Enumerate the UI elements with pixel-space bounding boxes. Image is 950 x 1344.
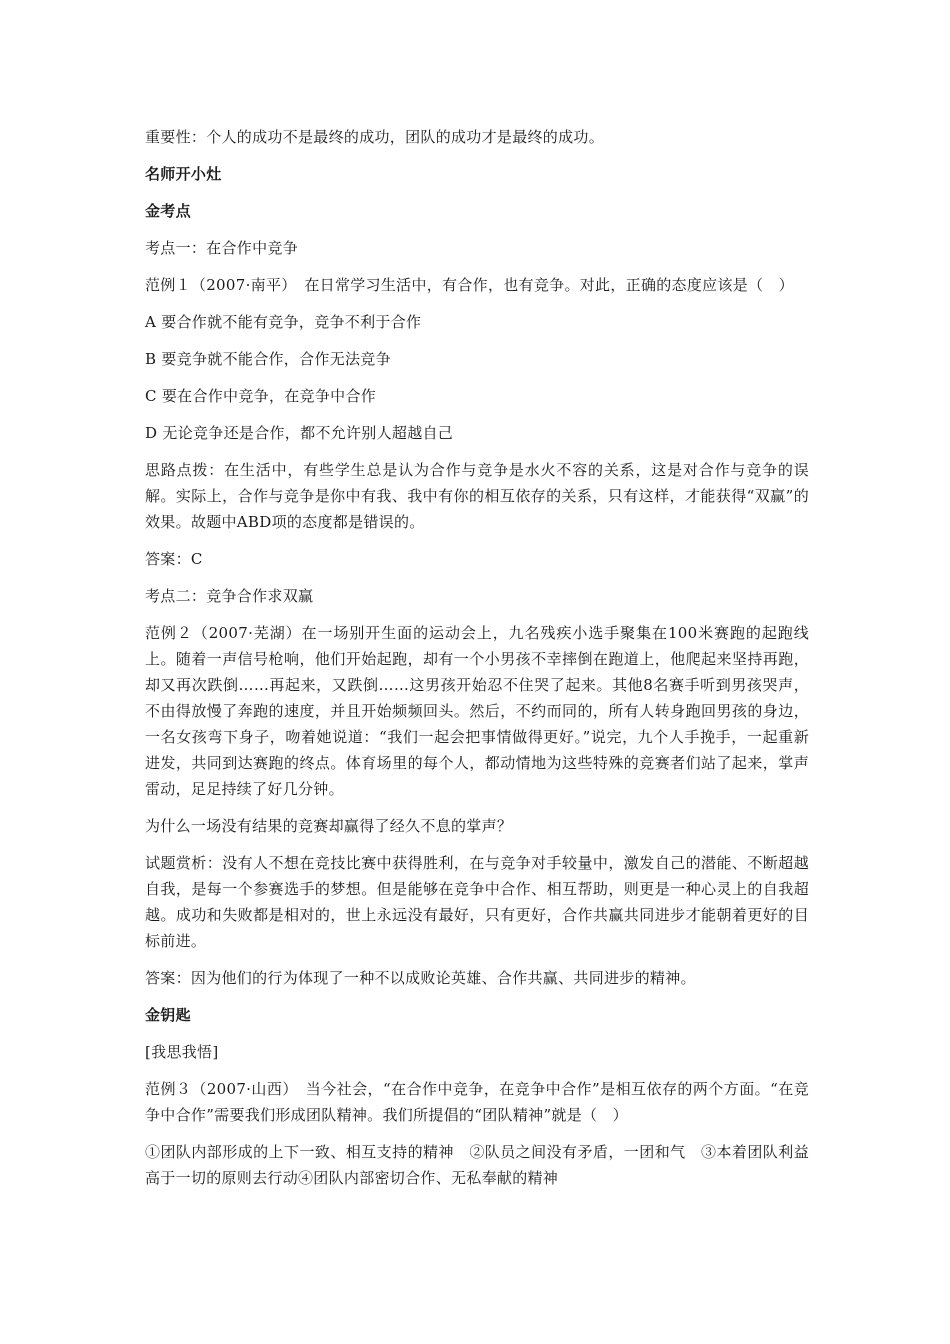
kaodian-one: 考点一：在合作中竞争 xyxy=(145,239,299,257)
answer-one: 答案：C xyxy=(145,550,203,568)
heading-jinyaoshi: 金钥匙 xyxy=(145,1006,191,1024)
example-three-stem: 范例３（2007·山西） 当今社会，“在合作中竞争，在竞争中合作”是相互依存的两个方面。“在竞争中合作”需要我们形成团队精神。我们所提倡的“团队精神”就是（ ） xyxy=(145,1080,809,1124)
analysis-one: 思路点拨：在生活中，有些学生总是认为合作与竞争是水火不容的关系，这是对合作与竞争的误解。实际上，合作与竞争是你中有我、我中有你的相互依存的关系，只有这样，才能获得“双赢”的效果。故题中ABD项的态度都是错误的。 xyxy=(145,461,809,531)
document-page xyxy=(145,124,809,1202)
option-b: B 要竞争就不能合作，合作无法竞争 xyxy=(145,350,391,368)
answer-two: 答案：因为他们的行为体现了一种不以成败论英雄、合作共赢、共同进步的精神。 xyxy=(145,969,696,987)
example-three-options: ①团队内部形成的上下一致、相互支持的精神 ②队员之间没有矛盾，一团和气 ③本着团队利益高于一切的原则去行动④团队内部密切合作、无私奉献的精神 xyxy=(145,1143,809,1187)
heading-jinkaodian: 金考点 xyxy=(145,202,191,220)
kaodian-two: 考点二：竞争合作求双赢 xyxy=(145,587,314,605)
question-two: 为什么一场没有结果的竞赛却赢得了经久不息的掌声？ xyxy=(145,817,513,835)
option-d: D 无论竞争还是合作，都不允许别人超越自己 xyxy=(145,424,454,442)
importance-line: 重要性：个人的成功不是最终的成功，团队的成功才是最终的成功。 xyxy=(145,128,605,146)
heading-mingshi: 名师开小灶 xyxy=(145,165,222,183)
section-wosi: [我思我悟] xyxy=(145,1043,219,1061)
option-a: A 要合作就不能有竞争，竞争不利于合作 xyxy=(145,313,422,331)
analysis-two: 试题赏析：没有人不想在竞技比赛中获得胜利，在与竞争对手较量中，激发自己的潜能、不断超越自我，是每一个参赛选手的梦想。但是能够在竞争中合作、相互帮助，则更是一种心灵上的自我超越。成功和失败都是相对的，世上永远没有最好，只有更好，合作共赢共同进步才能朝着更好的目标前进。 xyxy=(145,854,809,950)
example-one-stem: 范例１（2007·南平） 在日常学习生活中，有合作，也有竞争。对此，正确的态度应该是（ ） xyxy=(145,276,794,294)
example-two-stem: 范例２（2007·芜湖）在一场别开生面的运动会上，九名残疾小选手聚集在100米赛跑的起跑线上。随着一声信号枪响，他们开始起跑，却有一个小男孩不幸摔倒在跑道上，他爬起来坚持再跑，却又再次跌倒……再起来，又跌倒……这男孩开始忍不住哭了起来。其他8名赛手听到男孩哭声，不由得放慢了奔跑的速度，并且开始频频回头。然后，不约而同的，所有人转身跑回男孩的身边，一名女孩弯下身子，吻着她说道：“我们一起会把事情做得更好。”说完，九个人手挽手，一起重新进发，共同到达赛跑的终点。体育场里的每个人，都动情地为这些特殊的竞赛者们站了起来，掌声雷动，足足持续了好几分钟。 xyxy=(145,624,809,798)
option-c: C 要在合作中竞争，在竞争中合作 xyxy=(145,387,377,405)
